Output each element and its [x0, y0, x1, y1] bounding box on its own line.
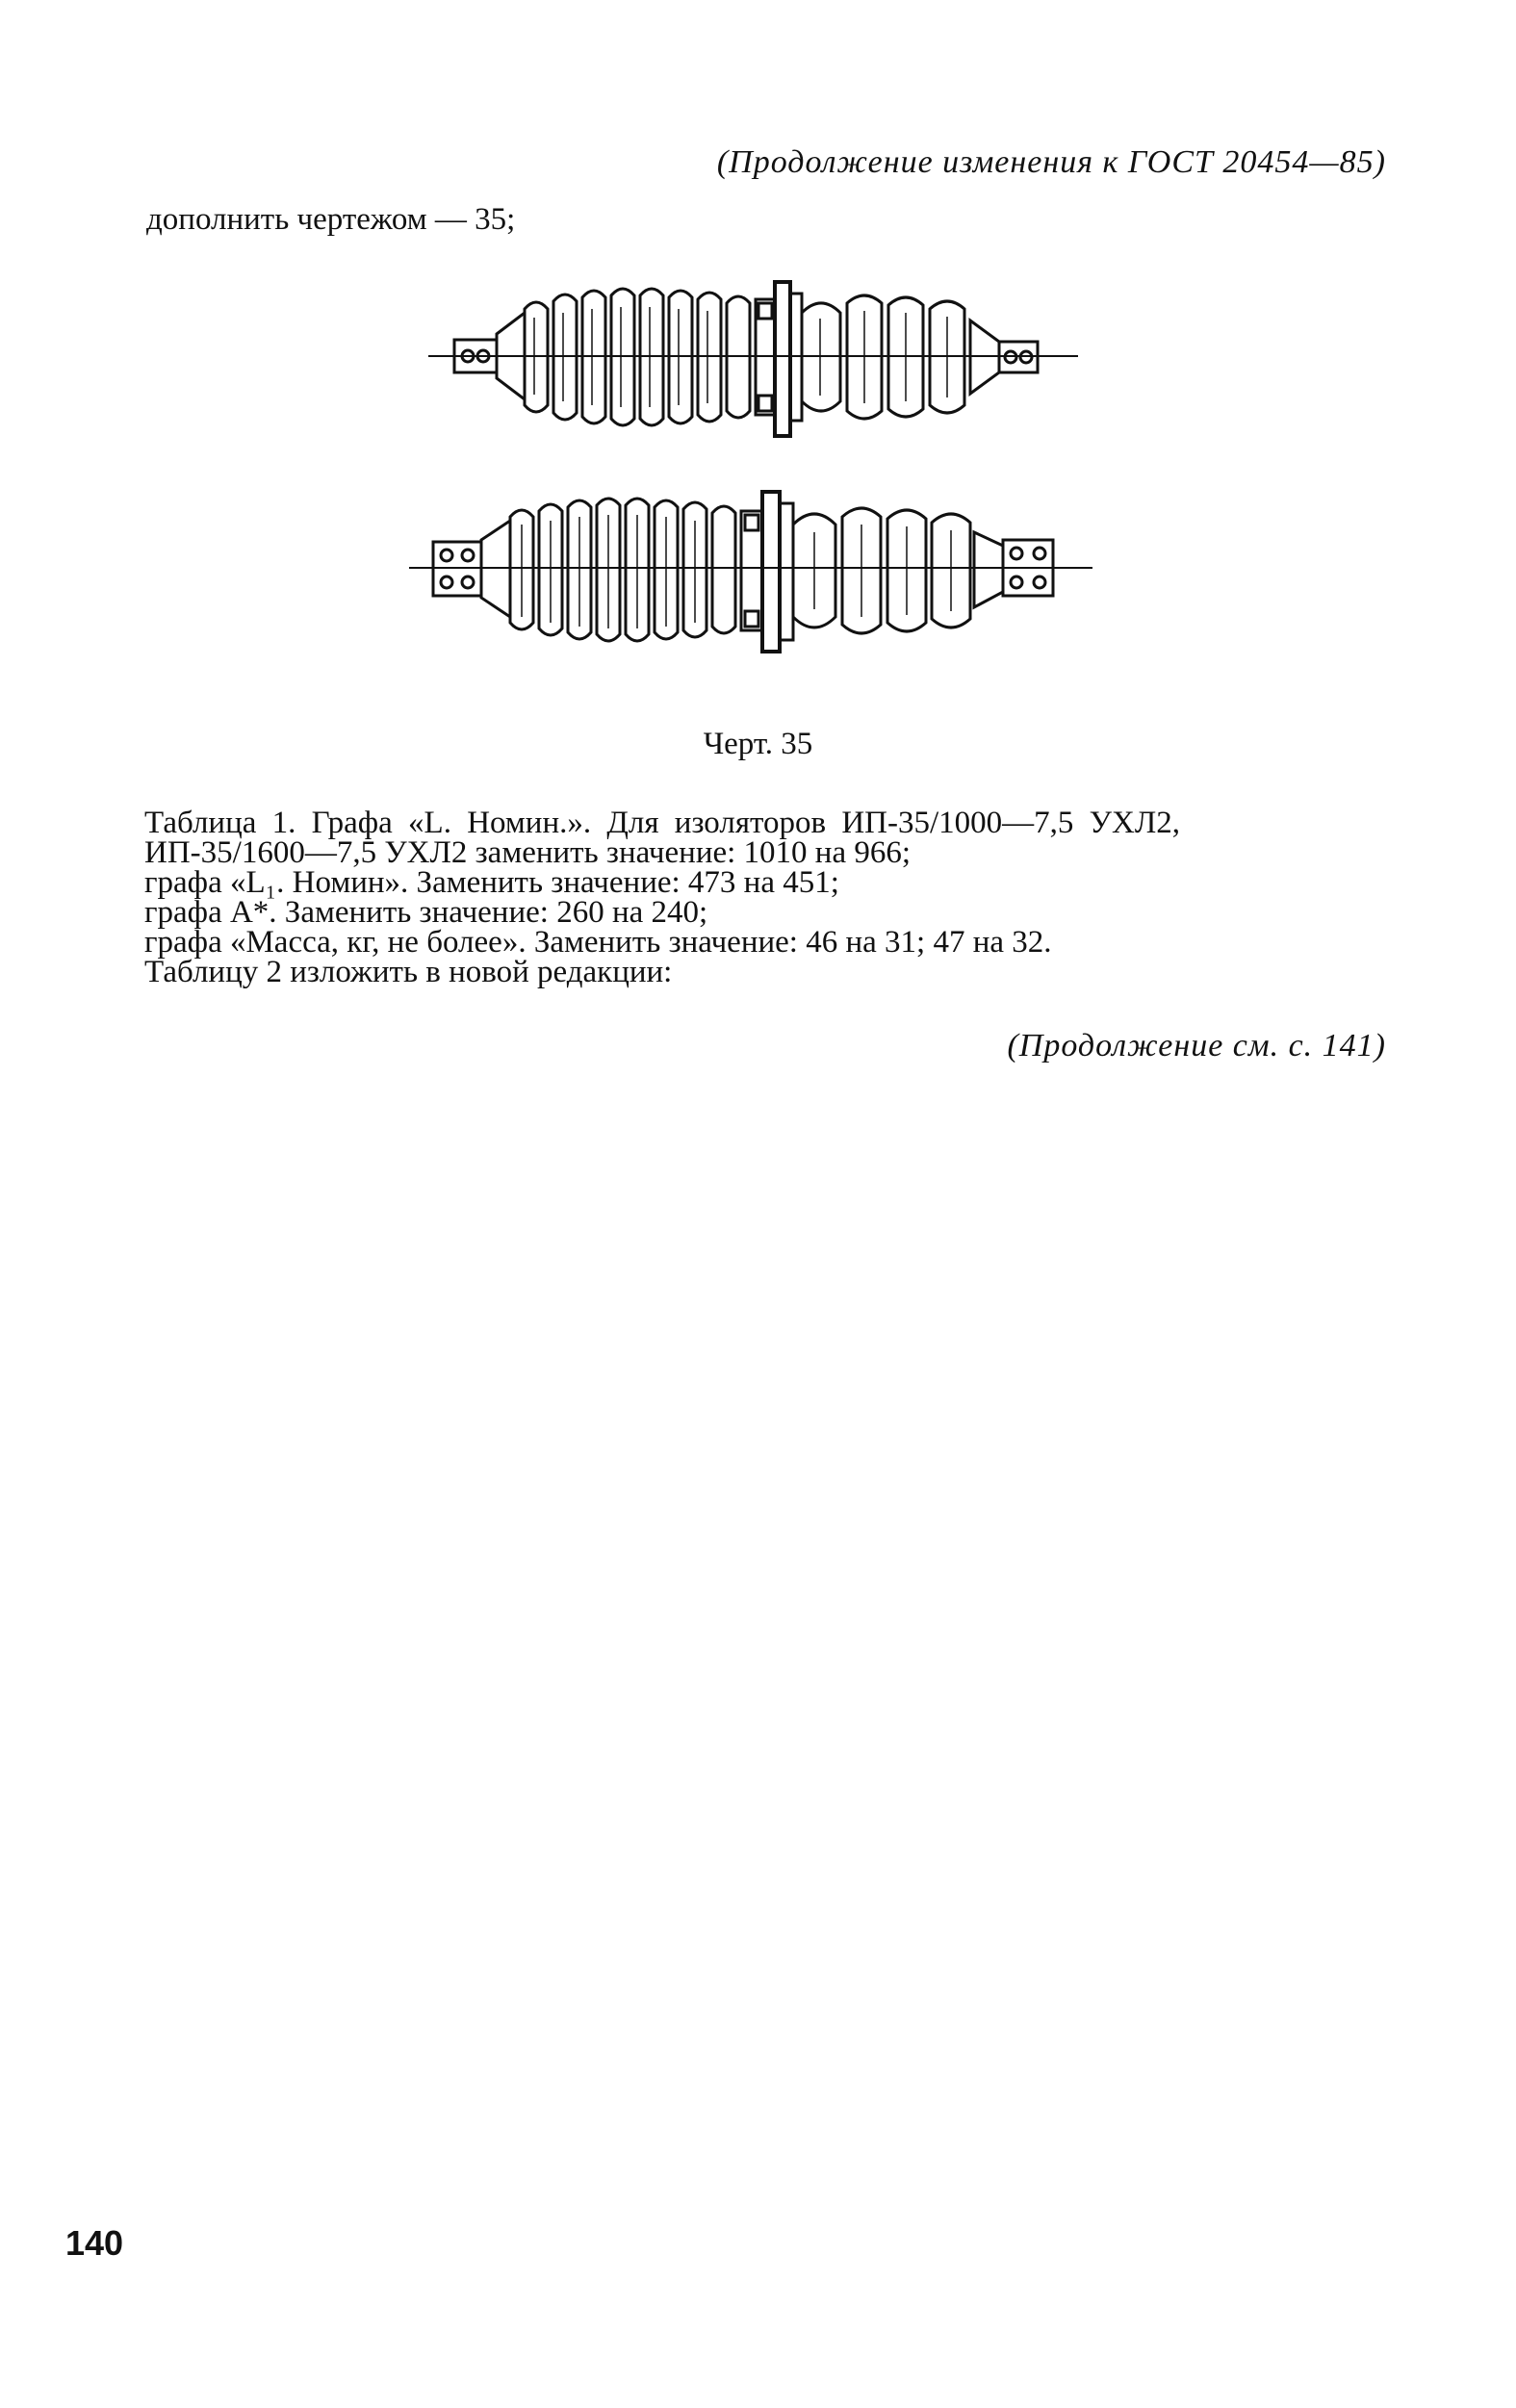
insulator-drawing [404, 274, 1097, 698]
intro-text: дополнить чертежом — 35; [146, 202, 516, 237]
amendment-text [144, 808, 1391, 987]
amendment-line: ИП-35/1600—7,5 УХЛ2 заменить значение: 1010 на 966; [144, 835, 912, 870]
amendment-line: графа A*. Заменить значение: 260 на 240; [144, 895, 708, 930]
insulator-bottom [409, 492, 1092, 652]
page-number: 140 [65, 2223, 124, 2263]
insulator-top [428, 282, 1078, 436]
continuation-header: (Продолжение изменения к ГОСТ 20454—85) [716, 144, 1386, 180]
continuation-footer: (Продолжение см. с. 141) [1007, 1028, 1386, 1063]
amendment-line: графа «Масса, кг, не более». Заменить значение: 46 на 31; 47 на 32. [144, 925, 1052, 960]
amendment-line: Таблицу 2 изложить в новой редакции: [144, 955, 673, 989]
amendment-line: Таблица 1. Графа «L. Номин.». Для изоляторов ИП-35/1000—7,5 УХЛ2, [144, 806, 1180, 840]
amendment-line: графа «L₁. Номин». Заменить значение: 473 на 451; [144, 865, 839, 900]
figure-caption: Черт. 35 [703, 727, 813, 761]
